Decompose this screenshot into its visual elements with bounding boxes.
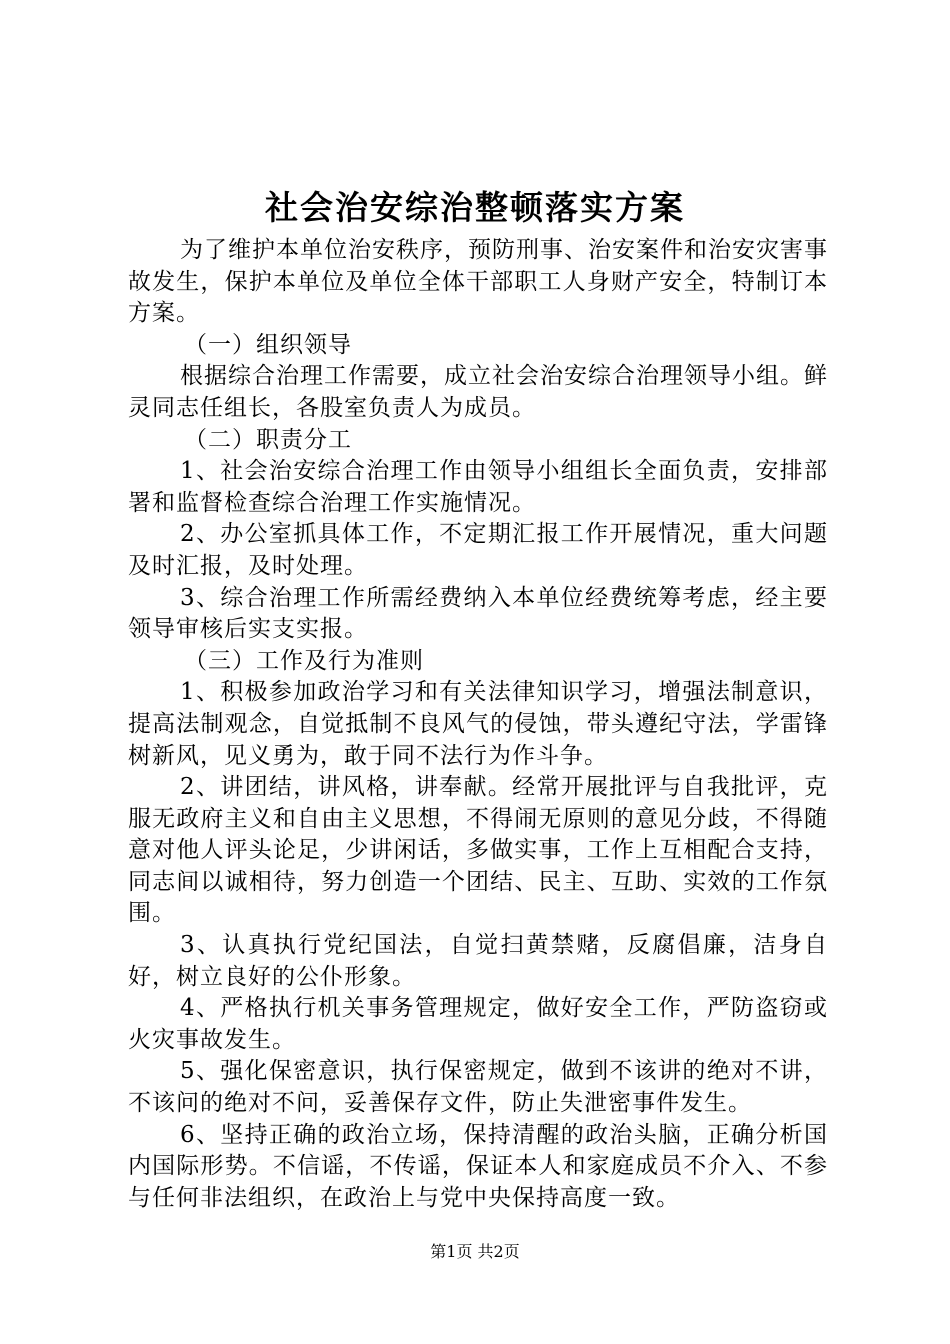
section-heading-conduct: （三）工作及行为准则 bbox=[184, 647, 424, 674]
conduct-item: 4、严格执行机关事务管理规定，做好安全工作，严防盗窃或火灾事故发生。 bbox=[128, 995, 828, 1053]
conduct-item: 2、讲团结，讲风格，讲奉献。经常开展批评与自我批评，克服无政府主义和自由主义思想，不得闹无原则的意见分歧，不得随意对他人评头论足，少讲闲话，多做实事，工作上互相配合支持，同志间以诚相待，努力创造一个团结、民主、互助、实效的工作氛围。 bbox=[128, 774, 828, 927]
section-heading-organization: （一）组织领导 bbox=[184, 331, 352, 358]
responsibility-item: 1、社会治安综合治理工作由领导小组组长全面负责，安排部署和监督检查综合治理工作实施情况。 bbox=[128, 458, 828, 516]
organization-paragraph: 根据综合治理工作需要，成立社会治安综合治理领导小组。鲜灵同志任组长，各股室负责人为成员。 bbox=[128, 363, 828, 421]
document-title: 社会治安综治整顿落实方案 bbox=[265, 188, 685, 227]
responsibility-item: 3、综合治理工作所需经费纳入本单位经费统筹考虑，经主要领导审核后实支实报。 bbox=[128, 584, 828, 643]
page-number-footer: 第1页 共2页 bbox=[430, 1242, 520, 1261]
document-body bbox=[128, 235, 828, 1214]
conduct-item: 1、积极参加政治学习和有关法律知识学习，增强法制意识，提高法制观念，自觉抵制不良风气的侵蚀，带头遵纪守法，学雷锋树新风，见义勇为，敢于同不法行为作斗争。 bbox=[128, 679, 828, 769]
intro-paragraph: 为了维护本单位治安秩序，预防刑事、治安案件和治安灾害事故发生，保护本单位及单位全体干部职工人身财产安全，特制订本方案。 bbox=[128, 237, 828, 327]
conduct-item: 5、强化保密意识，执行保密规定，做到不该讲的绝对不讲，不该问的绝对不问，妥善保存文件，防止失泄密事件发生。 bbox=[128, 1058, 828, 1117]
responsibility-item: 2、办公室抓具体工作，不定期汇报工作开展情况，重大问题及时汇报，及时处理。 bbox=[128, 521, 828, 579]
conduct-item: 6、坚持正确的政治立场，保持清醒的政治头脑，正确分析国内国际形势。不信谣，不传谣，保证本人和家庭成员不介入、不参与任何非法组织，在政治上与党中央保持高度一致。 bbox=[128, 1121, 828, 1211]
section-heading-responsibilities: （二）职责分工 bbox=[184, 426, 352, 453]
conduct-item: 3、认真执行党纪国法，自觉扫黄禁赌，反腐倡廉，洁身自好，树立良好的公仆形象。 bbox=[128, 932, 828, 990]
